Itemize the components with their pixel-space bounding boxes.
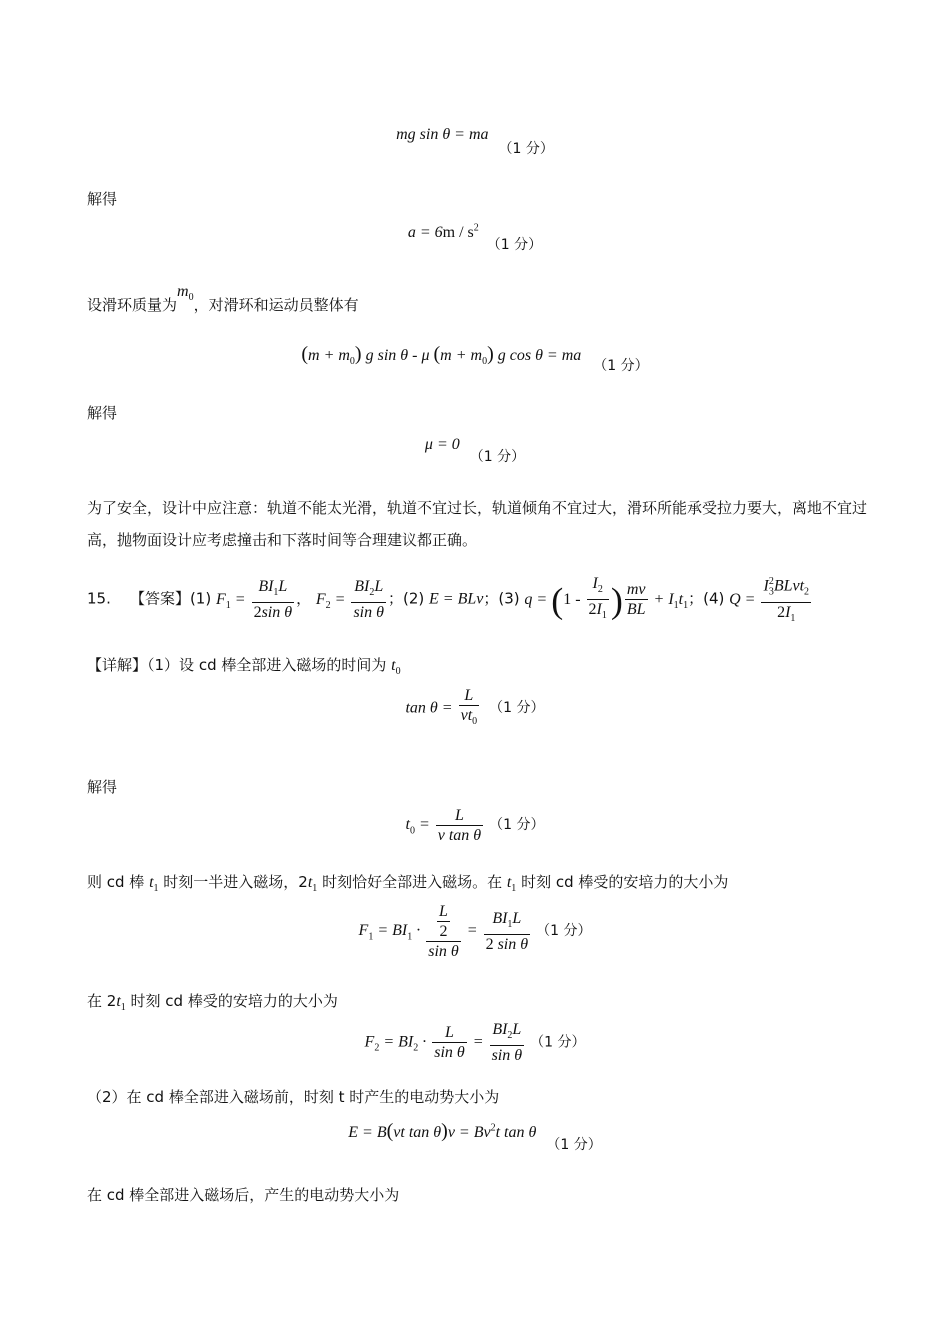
equation-acceleration: $a = 6m / s^2$ （1 分） xyxy=(407,222,543,253)
jiede-label: 解得 xyxy=(87,778,118,796)
paragraph-safety-advice: 为了安全，设计中应注意：轨道不能太光滑，轨道不宜过长，轨道倾角不宜过大，滑环所能承受拉力要大，离地不宜过高，抛物面设计应考虑撞击和下落时间等合理建议都正确。 xyxy=(87,499,868,549)
q15-answer-line: 15. 【答案】(1) $F_1$ = $\frac{BI_1L}{\text{2sin θ}}$ ， $F_2$ = $\frac{BI_2L}{\text{sin θ}}$ ；(2) E = BLv；(3) q = (1 - $\frac{I_2}{2I_1}$ ) $\frac{mv}{BL}$ + $I_1t_1$；(4) Q = $\frac{I_3^2BLvt_2}{2I_1}$ xyxy=(87,572,813,628)
paragraph-ring-mass: 设滑环质量为$m_0$，对滑环和运动员整体有 xyxy=(87,283,359,314)
jiede-label: 解得 xyxy=(87,190,118,208)
equation-t0: $t_0$ = $\frac{L}{\text{v tan θ}}$ （1 分） xyxy=(405,807,545,844)
paragraph-2t1: 在 $2t_1$ 时刻 cd 棒受的安培力的大小为 xyxy=(87,992,338,1014)
detail-intro: 【详解】（1）设 cd 棒全部进入磁场的时间为 $t_0$ xyxy=(87,656,401,678)
paragraph-after-full-entry: 在 cd 棒全部进入磁场后，产生的电动势大小为 xyxy=(87,1186,400,1204)
jiede-label: 解得 xyxy=(87,404,118,422)
equation-force-f1: $F_1 = BI_1$ · $\frac{\frac{L}{2}}{\text{sin θ}}$ = $\frac{BI_1L}{\text{2 sin θ}}$ （1 分） xyxy=(358,903,592,960)
equation-tan-theta: tan θ = $\frac{L}{vt_0}$ （1 分） xyxy=(405,687,545,728)
paragraph-half-entry: 则 cd 棒 $t_1$ 时刻一半进入磁场，$2t_1$ 时刻恰好全部进入磁场。在 $t_1$ 时刻 cd 棒受的安培力的大小为 xyxy=(87,873,729,895)
equation-newton-slope: mg sin θ = ma （1 分） xyxy=(396,126,554,157)
equation-emf: E = B(vt $\tan \theta)v = Bv^2t$ tan θ （1 分） xyxy=(348,1120,602,1153)
equation-friction-coefficient: μ = 0 （1 分） xyxy=(424,436,526,465)
paragraph-before-full-entry: （2）在 cd 棒全部进入磁场前，时刻 t 时产生的电动势大小为 xyxy=(87,1088,500,1106)
equation-force-f2: $F_2 = BI_2$ · $\frac{L}{\text{sin θ}}$ = $\frac{BI_2L}{\text{sin θ}}$ （1 分） xyxy=(364,1021,586,1065)
equation-ring-system: $(m + m_0)$ g sin θ - μ $(m + m_0)$ g cos θ = ma （1 分） xyxy=(301,343,649,374)
